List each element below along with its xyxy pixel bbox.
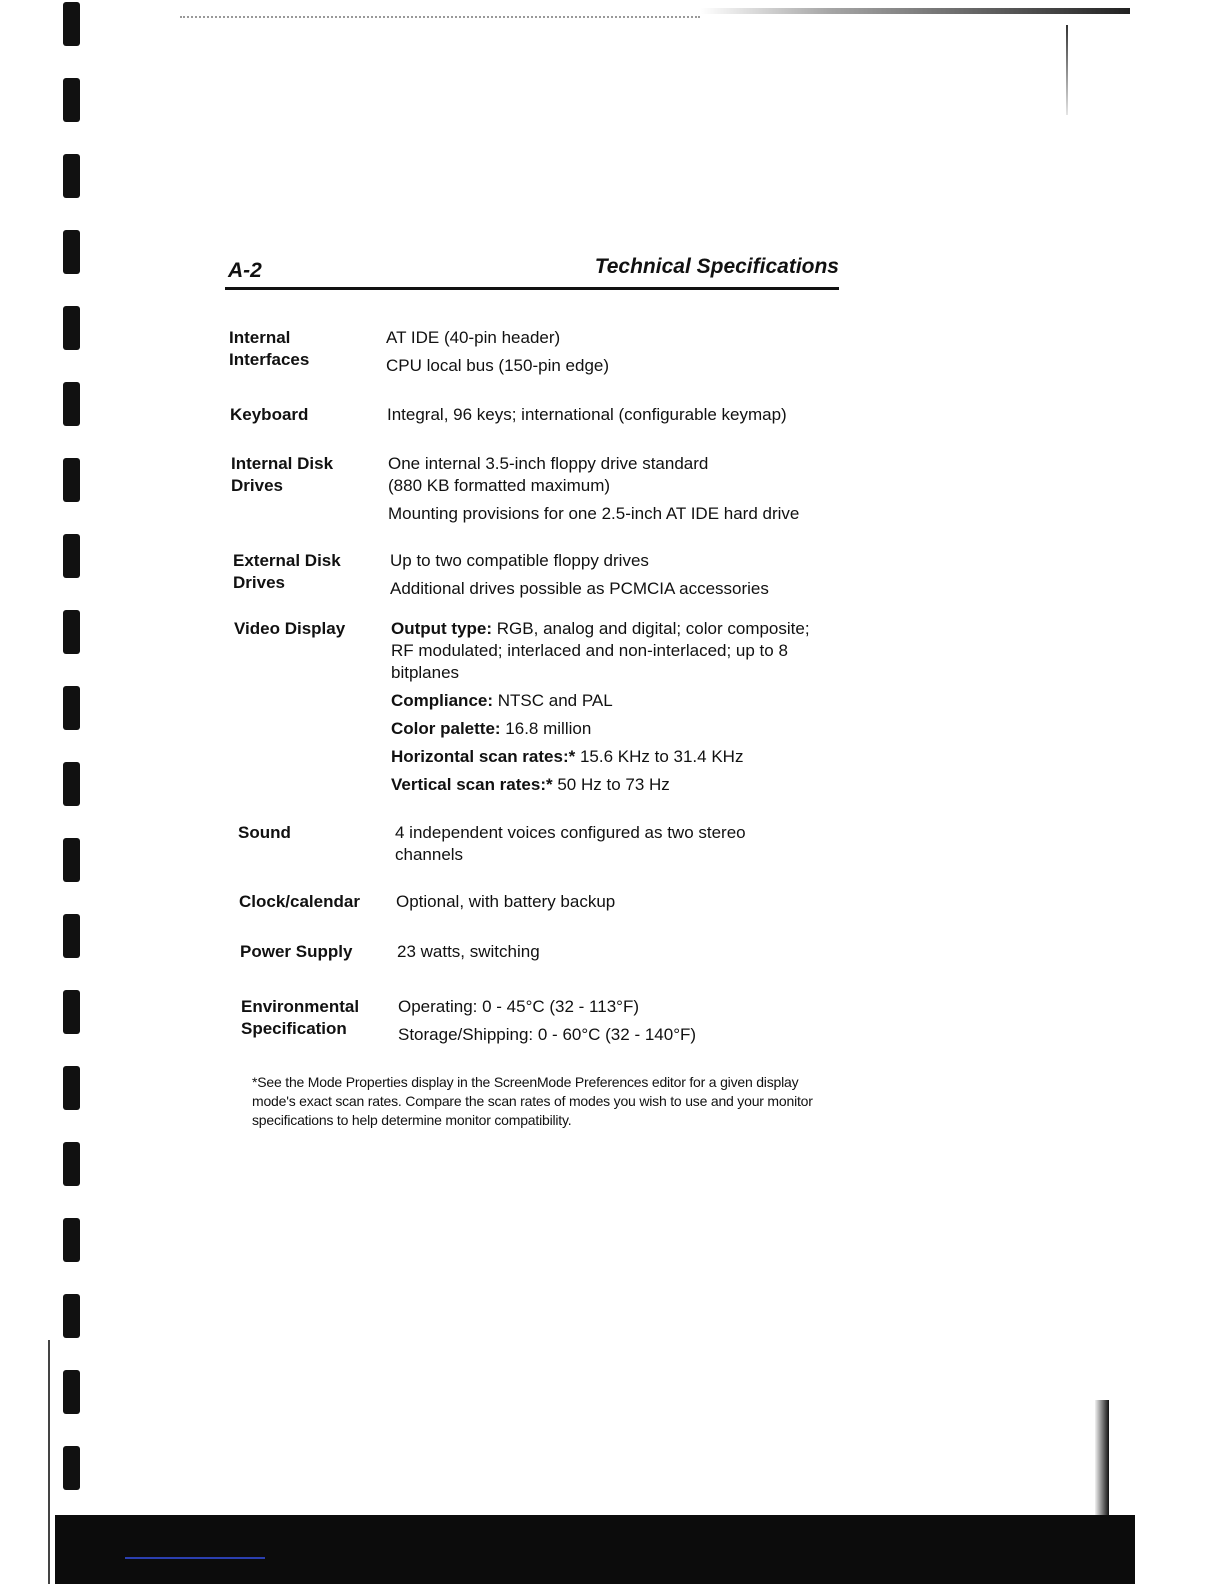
spec-value: One internal 3.5-inch floppy drive standard (880 KB formatted maximum) [388,454,709,495]
scan-left-edge [48,1340,50,1584]
spec-label-line: Internal [229,328,291,347]
binder-hole [63,1446,80,1490]
footnote: *See the Mode Properties display in the ScreenMode Preferences editor for a given display mode's exact scan rates. Compare the scan rates of modes you wish to use and your monitor specifications to help determine monitor compatibility. [252,1074,813,1128]
spec-label [239,891,389,913]
page-number: A-2 [228,259,262,282]
binder-hole [63,686,80,730]
spec-values [395,822,765,872]
spec-label [240,941,390,963]
spec-value [391,746,823,768]
spec-term: Compliance: [391,691,494,710]
spec-value [391,618,823,684]
spec-label-line: Internal Disk [231,454,334,473]
spec-value: 23 watts, switching [397,942,540,961]
spec-value: Integral, 96 keys; international (configurable keymap) [387,405,787,424]
spec-value: Operating: 0 - 45°C (32 - 113°F) [398,997,639,1016]
spec-label [241,996,391,1040]
spec-term: Output type: [391,619,493,638]
spec-value [391,718,823,740]
scan-bottom-line [125,1557,265,1559]
page-header [225,255,839,290]
spec-label-line: Sound [238,823,291,842]
spec-value [391,774,823,796]
spec-label [229,327,379,371]
binder-hole [63,306,80,350]
binder-hole [63,154,80,198]
spec-value: Optional, with battery backup [396,892,616,911]
spec-values [387,404,837,432]
spec-values [398,996,838,1052]
binder-hole [63,610,80,654]
spec-label-line: Specification [241,1019,347,1038]
scan-bottom-band [55,1515,1135,1584]
spec-label-line: Drives [233,573,285,592]
page-title: Technical Specifications [594,255,839,278]
spec-text: 16.8 million [505,719,592,738]
spec-label-line: Clock/calendar [239,892,360,911]
spec-values [388,453,800,531]
spec-value: CPU local bus (150-pin edge) [386,356,610,375]
spec-value [391,690,823,712]
binder-hole [63,990,80,1034]
spec-values [396,891,836,919]
binder-hole [63,1370,80,1414]
spec-value: Storage/Shipping: 0 - 60°C (32 - 140°F) [398,1025,697,1044]
spec-term: Horizontal scan rates:* [391,747,576,766]
spec-label [238,822,388,844]
spec-value: Mounting provisions for one 2.5-inch AT IDE hard drive [388,504,800,523]
spec-values [386,327,826,383]
spec-values [391,618,823,802]
scan-top-dots [180,16,700,20]
spec-label-line: Power Supply [240,942,353,961]
binder-hole [63,1218,80,1262]
spec-text: 15.6 KHz to 31.4 KHz [579,747,744,766]
spec-value: Additional drives possible as PCMCIA accessories [390,579,769,598]
spec-label-line: Video Display [234,619,346,638]
spec-label-line: External Disk [233,551,341,570]
binder-hole [63,914,80,958]
binder-hole [63,78,80,122]
binder-hole [63,762,80,806]
spec-label-line: Drives [231,476,283,495]
binder-hole [63,534,80,578]
binder-hole [63,838,80,882]
spec-label-line: Interfaces [229,350,310,369]
spec-value: 4 independent voices configured as two stereo channels [395,823,746,864]
scan-top-edge [700,8,1130,14]
binder-hole [63,1066,80,1110]
spec-text: NTSC and PAL [497,691,613,710]
spec-term: Color palette: [391,719,501,738]
spec-label [231,453,381,497]
spec-label-line: Environmental [241,997,360,1016]
spec-label [230,404,380,426]
spec-text: RGB, analog and digital; color composite; RF modulated; interlaced and non-interlaced; up to 8 bitplanes [391,619,810,682]
spec-label [234,618,384,640]
binder-hole [63,1294,80,1338]
spec-label-line: Keyboard [230,405,309,424]
spec-values [397,941,837,969]
binder-hole [63,2,80,46]
spec-label [233,550,383,594]
spec-text: 50 Hz to 73 Hz [557,775,670,794]
spec-values [390,550,830,606]
scan-right-edge [1066,25,1068,115]
binder-hole [63,458,80,502]
binder-hole [63,382,80,426]
binder-hole [63,230,80,274]
spec-term: Vertical scan rates:* [391,775,553,794]
spec-value: Up to two compatible floppy drives [390,551,649,570]
spec-value: AT IDE (40-pin header) [386,328,561,347]
scan-bottom-corner [1095,1400,1109,1520]
binder-hole [63,1142,80,1186]
